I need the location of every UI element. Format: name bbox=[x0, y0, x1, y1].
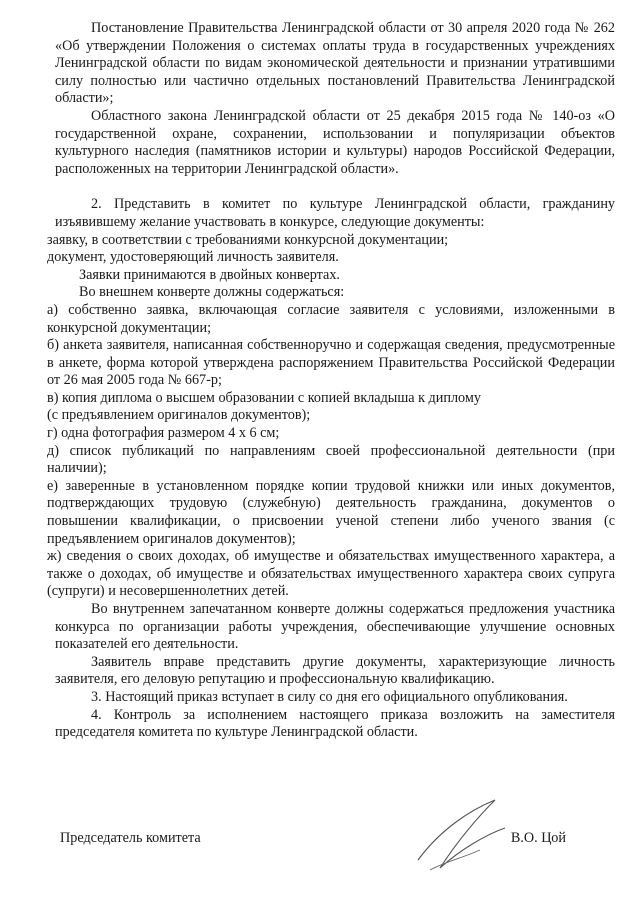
paragraph-application: заявку, в соответствии с требованиями конкурсной документации; bbox=[47, 231, 449, 248]
list-item-e: е) заверенные в установленном порядке копии трудовой книжки или иных документов, подтверждающих трудовую (служебную) деятельность гражданина, документов о повышении квалификации, о присвоении ученой степени либо ученого звания (с предъявлением оригиналов документов); bbox=[47, 477, 615, 547]
list-item-v: в) копия диплома о высшем образовании с копией вкладыша к диплому bbox=[47, 389, 481, 406]
list-item-a: а) собственно заявка, включающая согласие заявителя с условиями, изложенными в конкурсной документации; bbox=[47, 301, 615, 336]
list-item-g: г) одна фотография размером 4 х 6 см; bbox=[47, 425, 280, 442]
list-item-v-note: (с предъявлением оригиналов документов); bbox=[47, 407, 311, 424]
paragraph-item-4: 4. Контроль за исполнением настоящего приказа возложить на заместителя председателя комитета по культуре Ленинградской области. bbox=[55, 706, 615, 741]
paragraph-item-3: 3. Настоящий приказ вступает в силу со дня его официального опубликования. bbox=[91, 688, 568, 705]
signatory-name: В.О. Цой bbox=[510, 830, 566, 846]
paragraph-item-2: 2. Представить в комитет по культуре Ленинградской области, гражданину изъявившему желание участвовать в конкурсе, следующие документы: bbox=[55, 196, 615, 230]
signatory-position: Председатель комитета bbox=[60, 830, 201, 846]
paragraph-outer-envelope: Во внешнем конверте должны содержаться: bbox=[79, 284, 345, 301]
paragraph-regional-law: Областного закона Ленинградской области от 25 декабря 2015 года № 140-оз «О государственной охране, сохранении, использовании и популяризации объектов культурного наследия (памятников истории и культуры) народов Российской Федерации, расположенных на территории Ленинградской области». bbox=[55, 107, 615, 177]
paragraph-other-documents: Заявитель вправе представить другие документы, характеризующие личность заявителя, его деловую репутацию и профессиональную квалификацию. bbox=[55, 653, 615, 688]
paragraph-decree-reference: Постановление Правительства Ленинградской области от 30 апреля 2020 года № 262 «Об утверждении Положения о системах оплаты труда в государственных учреждениях Ленинградской области по видам экономической деятельности и признании утратившими силу полностью или частично отдельных постановлений Правительства Ленинградской области»; bbox=[55, 20, 615, 107]
signature-block bbox=[60, 830, 580, 860]
paragraph-inner-envelope: Во внутреннем запечатанном конверте должны содержаться предложения участника конкурса по организации работы учреждения, обеспечивающие улучшение основных показателей его деятельности. bbox=[55, 601, 615, 653]
list-item-d: д) список публикаций по направлениям своей профессиональной деятельности (при наличии); bbox=[47, 442, 615, 477]
list-item-zh: ж) сведения о своих доходах, об имуществе и обязательствах имущественного характера, а также о доходах, об имуществе и обязательствах имущественного характера своих супруга (супруги) и несовершеннолетних детей. bbox=[47, 548, 615, 600]
document-body bbox=[47, 20, 615, 742]
list-item-b: б) анкета заявителя, написанная собственноручно и содержащая сведения, предусмотренные в анкете, форма которой утверждена распоряжением Правительства Российской Федерации от 26 мая 2005 года № 667-р; bbox=[47, 337, 615, 389]
paragraph-double-envelopes: Заявки принимаются в двойных конвертах. bbox=[79, 266, 340, 283]
paragraph-id-document: документ, удостоверяющий личность заявителя. bbox=[47, 249, 339, 266]
